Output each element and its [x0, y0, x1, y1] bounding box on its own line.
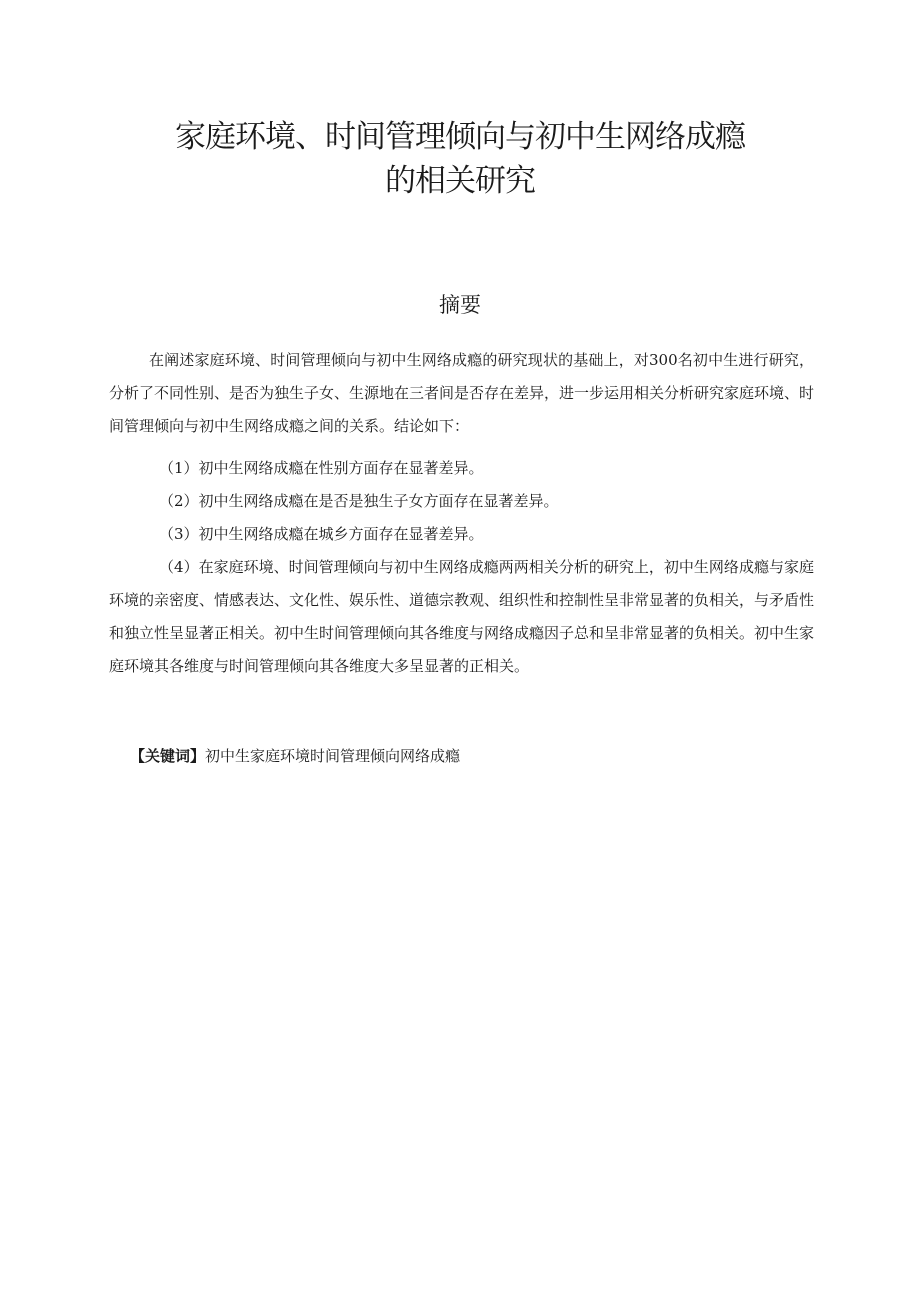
keywords-text: 初中生家庭环境时间管理倾向网络成瘾 [205, 747, 461, 765]
abstract-heading: 摘要 [439, 293, 481, 317]
paper-title-line-2: 的相关研究 [385, 163, 535, 199]
finding-item-2: （2）初中生网络成瘾在是否是独生子女方面存在显著差异。 [159, 492, 559, 510]
finding-item-3: （3）初中生网络成瘾在城乡方面存在显著差异。 [159, 525, 484, 543]
finding-item-4: （4）在家庭环境、时间管理倾向与初中生网络成瘾两两相关分析的研究上，初中生网络成瘾与家庭环境的亲密度、情感表达、文化性、娱乐性、道德宗教观、组织性和控制性呈非常显著的负相关，与矛盾性和独立性呈显著正相关。初中生时间管理倾向其各维度与网络成瘾因子总和呈非常显著的负相关。初中生家庭环境其各维度与时间管理倾向其各维度大多呈显著的正相关。 [109, 558, 815, 675]
finding-item-1: （1）初中生网络成瘾在性别方面存在显著差异。 [159, 459, 484, 477]
keywords-label: 【关键词】 [130, 747, 206, 765]
paper-title-line-1: 家庭环境、时间管理倾向与初中生网络成瘾 [175, 119, 745, 155]
keywords-line [130, 740, 820, 773]
abstract-intro-paragraph: 在阐述家庭环境、时间管理倾向与初中生网络成瘾的研究现状的基础上，对300名初中生进行研究，分析了不同性别、是否为独生子女、生源地在三者间是否存在差异，进一步运用相关分析研究家庭环境、时间管理倾向与初中生网络成瘾之间的关系。结论如下： [109, 351, 815, 435]
